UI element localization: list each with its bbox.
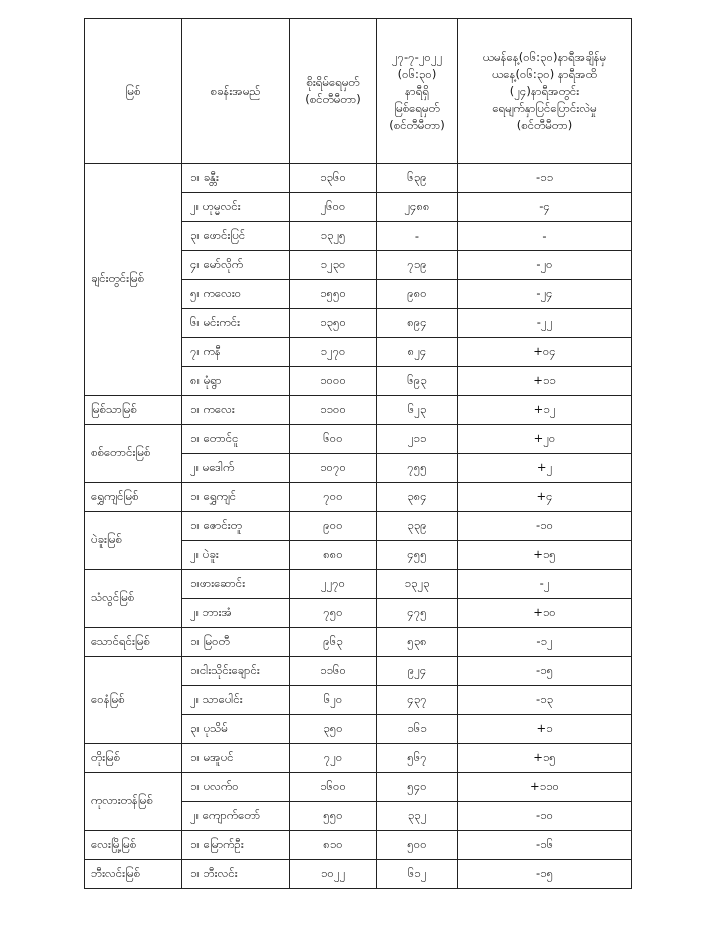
station-name-cell: ၁။ ဘီးလင်း	[182, 860, 290, 889]
header-current-level	[377, 19, 458, 164]
water-level-cell: ၄၅၅	[377, 541, 458, 570]
station-name-cell: ၁။ တောင်ငူ	[182, 425, 290, 454]
danger-level-cell: ၆၂၀	[290, 686, 377, 715]
water-level-cell: ၂၁၁	[377, 425, 458, 454]
header-line: (၀၆:၃၀)	[397, 66, 437, 81]
station-name-cell: ၁။ဖားဆောင်း	[182, 570, 290, 599]
level-change-cell: -၁၆	[458, 831, 632, 860]
danger-level-cell: ၉၀၀	[290, 512, 377, 541]
table-body	[85, 164, 632, 889]
station-name-cell: ၁။ ကလေး	[182, 396, 290, 425]
station-name-cell: ၁။ မြောက်ဦး	[182, 831, 290, 860]
water-level-cell: ၆၂၃	[377, 396, 458, 425]
water-level-cell: ၅၃၈	[377, 628, 458, 657]
station-name-cell: ၁။ ရွှေကျင်	[182, 483, 290, 512]
water-level-cell: ၈၂၄	[377, 338, 458, 367]
level-change-cell: -	[458, 222, 632, 251]
table-row	[85, 657, 632, 686]
danger-level-cell: ၇၀၀	[290, 483, 377, 512]
river-name-cell: ရွှေကျင်မြစ်	[85, 483, 182, 512]
header-danger-level	[290, 19, 377, 164]
danger-level-cell: ၅၅၀	[290, 802, 377, 831]
header-line: (စင်တီမီတာ)	[516, 117, 573, 132]
river-name-cell: လေးမြို့မြစ်	[85, 831, 182, 860]
header-station: စခန်းအမည်	[182, 19, 290, 164]
danger-level-cell: ၁၂၇၀	[290, 338, 377, 367]
level-change-cell: -၁၀	[458, 512, 632, 541]
danger-level-cell: ၁၃၂၅	[290, 222, 377, 251]
level-change-cell: +၂၀	[458, 425, 632, 454]
water-level-cell: ၃၃၉	[377, 512, 458, 541]
level-change-cell: -၁၃	[458, 686, 632, 715]
danger-level-cell: ၁၂၃၀	[290, 251, 377, 280]
station-name-cell: ၂။ ပဲခူး	[182, 541, 290, 570]
header-line: ရေမျက်နှာပြင်ပြောင်းလဲမှု	[492, 100, 597, 115]
water-level-cell: ၅၄၀	[377, 773, 458, 802]
header-line: (စင်တီမီတာ)	[389, 117, 445, 132]
river-name-cell: ဘီးလင်းမြစ်	[85, 860, 182, 889]
danger-level-cell: ၁၅၅၀	[290, 280, 377, 309]
header-line: နာရီရှိ	[405, 83, 429, 98]
water-level-cell: ၃၈၄	[377, 483, 458, 512]
river-name-cell: သောင်ရင်းမြစ်	[85, 628, 182, 657]
river-name-cell: စစ်တောင်းမြစ်	[85, 425, 182, 483]
header-24h-change	[458, 19, 632, 164]
danger-level-cell: ၁၃၆၀	[290, 164, 377, 193]
header-line: ယနေ့(၀၆:၃၀) နာရီအထိ	[492, 66, 597, 81]
water-level-cell: ၉၈၀	[377, 280, 458, 309]
level-change-cell: -၄	[458, 193, 632, 222]
table-row	[85, 425, 632, 454]
station-name-cell: ၁။ ခန္တီး	[182, 164, 290, 193]
station-name-cell: ၃။ ဖောင်းပြင်	[182, 222, 290, 251]
station-name-cell: ၁။ ပလက်ဝ	[182, 773, 290, 802]
level-change-cell: -၁၅	[458, 657, 632, 686]
water-level-cell: ၉၂၄	[377, 657, 458, 686]
level-change-cell: +၁၂	[458, 396, 632, 425]
river-name-cell: မြစ်သာမြစ်	[85, 396, 182, 425]
header-line: ယမန်နေ့(၀၆:၃၀)နာရီအချိန်မှ	[482, 49, 607, 64]
level-change-cell: -၂၄	[458, 280, 632, 309]
level-change-cell: +၁၁	[458, 367, 632, 396]
level-change-cell: -၂	[458, 570, 632, 599]
station-name-cell: ၂။ ဟုမ္မလင်း	[182, 193, 290, 222]
water-level-cell: ၂၄၈၈	[377, 193, 458, 222]
river-name-cell: ကုလားတန်မြစ်	[85, 773, 182, 831]
river-name-cell: ဝေနံမြစ်	[85, 657, 182, 744]
river-name-cell: ပဲခူးမြစ်	[85, 512, 182, 570]
level-change-cell: -၁၀	[458, 802, 632, 831]
danger-level-cell: ၂၆၀၀	[290, 193, 377, 222]
header-line: (စင်တီမီတာ)	[305, 92, 361, 106]
station-name-cell: ၁။ မအူပင်	[182, 744, 290, 773]
water-level-cell: ၆၁၂	[377, 860, 458, 889]
table-row	[85, 744, 632, 773]
station-name-cell: ၃။ ပုသိမ်	[182, 715, 290, 744]
water-level-cell: ၆၉၃	[377, 367, 458, 396]
header-river: မြစ်	[85, 19, 182, 164]
table-row	[85, 483, 632, 512]
station-name-cell: ၂။ သာပေါင်း	[182, 686, 290, 715]
water-level-cell: ၇၅၅	[377, 454, 458, 483]
station-name-cell: ၁။ မြဝတီ	[182, 628, 290, 657]
river-name-cell: သံလွင်မြစ်	[85, 570, 182, 628]
water-level-cell: ၅၆၇	[377, 744, 458, 773]
water-level-cell: ၅၀၀	[377, 831, 458, 860]
water-level-cell: -	[377, 222, 458, 251]
danger-level-cell: ၈၁၀	[290, 831, 377, 860]
table-row	[85, 831, 632, 860]
water-level-cell: ၃၃၂	[377, 802, 458, 831]
danger-level-cell: ၁၀၇၀	[290, 454, 377, 483]
water-level-cell: ၆၃၉	[377, 164, 458, 193]
danger-level-cell: ၁၆၀၀	[290, 773, 377, 802]
water-level-cell: ၇၁၉	[377, 251, 458, 280]
danger-level-cell: ၆၀၀	[290, 425, 377, 454]
level-change-cell: +၁၀	[458, 599, 632, 628]
river-name-cell: တိုးမြစ်	[85, 744, 182, 773]
danger-level-cell: ၁၁၆၀	[290, 657, 377, 686]
water-level-cell: ၁၃၂၃	[377, 570, 458, 599]
level-change-cell: +၁၁၀	[458, 773, 632, 802]
level-change-cell: -၁၁	[458, 164, 632, 193]
station-name-cell: ၁။ ဇောင်းတူ	[182, 512, 290, 541]
station-name-cell: ၈။ မုံရွာ	[182, 367, 290, 396]
water-level-cell: ၈၉၄	[377, 309, 458, 338]
level-change-cell: +၀၄	[458, 338, 632, 367]
table-row	[85, 860, 632, 889]
danger-level-cell: ၁၁၀၀	[290, 396, 377, 425]
table-row	[85, 396, 632, 425]
station-name-cell: ၆။ မင်းကင်း	[182, 309, 290, 338]
level-change-cell: +၄	[458, 483, 632, 512]
station-name-cell: ၅။ ကလေးဝ	[182, 280, 290, 309]
station-name-cell: ၂။ မဒေါက်	[182, 454, 290, 483]
water-level-cell: ၁၆၁	[377, 715, 458, 744]
level-change-cell: -၁၂	[458, 628, 632, 657]
river-name-cell: ချင်းတွင်းမြစ်	[85, 164, 182, 396]
table-row	[85, 570, 632, 599]
river-water-level-table	[84, 18, 632, 889]
table-row	[85, 164, 632, 193]
station-name-cell: ၂။ ဘားအံ	[182, 599, 290, 628]
station-name-cell: ၄။ မော်လိုက်	[182, 251, 290, 280]
table-row	[85, 512, 632, 541]
station-name-cell: ၇။ ကနီ	[182, 338, 290, 367]
danger-level-cell: ၂၂၇၀	[290, 570, 377, 599]
header-line: စိုးရိမ်ရေမှတ်	[306, 75, 360, 89]
danger-level-cell: ၁၃၅၀	[290, 309, 377, 338]
table-row	[85, 773, 632, 802]
header-line: မြစ်ရေမှတ်	[394, 100, 440, 115]
water-level-cell: ၄၃၇	[377, 686, 458, 715]
header-line: (၂၄)နာရီအတွင်း	[509, 83, 580, 98]
header-line: ၂၇-၇-၂၀၂၂	[391, 49, 443, 64]
level-change-cell: -၁၅	[458, 860, 632, 889]
danger-level-cell: ၇၂၀	[290, 744, 377, 773]
level-change-cell: +၁၅	[458, 541, 632, 570]
water-level-cell: ၄၇၅	[377, 599, 458, 628]
danger-level-cell: ၇၅၀	[290, 599, 377, 628]
level-change-cell: +၁	[458, 715, 632, 744]
station-name-cell: ၁။ငါးသိုင်းချောင်း	[182, 657, 290, 686]
danger-level-cell: ၈၈၀	[290, 541, 377, 570]
danger-level-cell: ၉၆၃	[290, 628, 377, 657]
danger-level-cell: ၁၀၀၀	[290, 367, 377, 396]
danger-level-cell: ၁၀၂၂	[290, 860, 377, 889]
danger-level-cell: ၃၅၀	[290, 715, 377, 744]
table-row	[85, 628, 632, 657]
station-name-cell: ၂။ ကျောက်တော်	[182, 802, 290, 831]
table-header-row	[85, 19, 632, 164]
level-change-cell: -၂၀	[458, 251, 632, 280]
level-change-cell: +၁၅	[458, 744, 632, 773]
level-change-cell: -၂၂	[458, 309, 632, 338]
level-change-cell: +၂	[458, 454, 632, 483]
